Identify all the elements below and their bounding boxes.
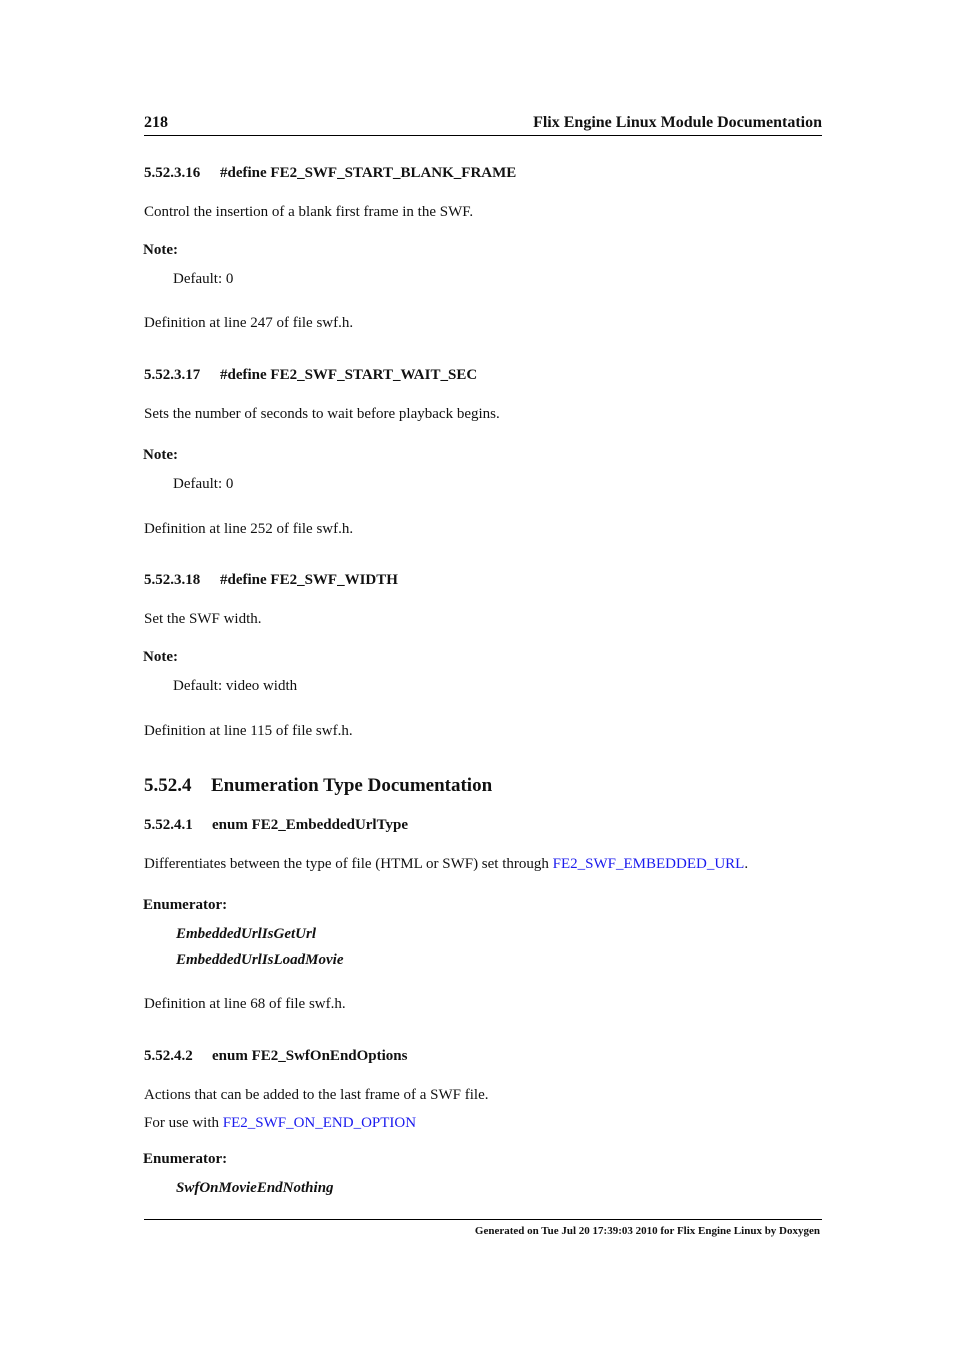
- section-heading-start-blank-frame: [144, 165, 516, 182]
- section-heading-swf-on-end-options: [144, 1048, 407, 1065]
- on-end-option-link[interactable]: FE2_SWF_ON_END_OPTION: [222, 1115, 417, 1131]
- section-number: 5.52.3.18: [144, 572, 201, 588]
- section-description: Control the insertion of a blank first frame in the SWF.: [144, 204, 474, 220]
- section-title: enum FE2_EmbeddedUrlType: [212, 817, 408, 833]
- footer-text: Generated on Tue Jul 20 17:39:03 2010 for Flix Engine Linux by Doxygen: [474, 1225, 820, 1237]
- description-text: Differentiates between the type of file (HTML or SWF) set through: [144, 856, 553, 872]
- enumerator-label: Enumerator:: [143, 1151, 228, 1167]
- note-label: Note:: [143, 649, 178, 665]
- section-number: 5.52.4.2: [144, 1048, 193, 1064]
- note-text: Default: 0: [173, 476, 234, 492]
- section-description: [144, 856, 748, 873]
- section-number: 5.52.3.16: [144, 165, 201, 181]
- embedded-url-link[interactable]: FE2_SWF_EMBEDDED_URL: [552, 856, 745, 872]
- note-text: Default: video width: [173, 678, 298, 694]
- usage-line: [144, 1115, 416, 1132]
- definition-line: Definition at line 252 of file swf.h.: [144, 521, 354, 537]
- description-suffix: .: [744, 856, 749, 872]
- enumerator-label: Enumerator:: [143, 897, 228, 913]
- enumerator-item: EmbeddedUrlIsGetUrl: [176, 926, 316, 942]
- section-title: enum FE2_SwfOnEndOptions: [212, 1048, 408, 1064]
- usage-text: For use with: [144, 1115, 223, 1131]
- running-header-title: Flix Engine Linux Module Documentation: [533, 114, 822, 131]
- section-number: 5.52.4.1: [144, 817, 193, 833]
- footer-rule: [144, 1219, 822, 1220]
- section-title: Enumeration Type Documentation: [211, 775, 493, 796]
- section-number: 5.52.3.17: [144, 367, 201, 383]
- definition-line: Definition at line 247 of file swf.h.: [144, 315, 354, 331]
- subsection-heading-enumeration: [144, 775, 492, 797]
- section-title: #define FE2_SWF_START_BLANK_FRAME: [220, 165, 517, 181]
- note-label: Note:: [143, 242, 178, 258]
- definition-line: Definition at line 68 of file swf.h.: [144, 996, 346, 1012]
- header-rule: [144, 135, 822, 136]
- section-number: 5.52.4: [144, 775, 192, 796]
- note-label: Note:: [143, 447, 178, 463]
- section-description: Sets the number of seconds to wait before playback begins.: [144, 406, 500, 422]
- section-title: #define FE2_SWF_WIDTH: [220, 572, 398, 588]
- page-number: 218: [144, 114, 168, 131]
- section-heading-start-wait-sec: [144, 367, 477, 384]
- note-text: Default: 0: [173, 271, 234, 287]
- section-description: Set the SWF width.: [144, 611, 262, 627]
- section-heading-embedded-url-type: [144, 817, 408, 834]
- enumerator-item: SwfOnMovieEndNothing: [176, 1180, 334, 1196]
- section-title: #define FE2_SWF_START_WAIT_SEC: [220, 367, 478, 383]
- enumerator-item: EmbeddedUrlIsLoadMovie: [176, 952, 344, 968]
- section-description: Actions that can be added to the last frame of a SWF file.: [144, 1087, 489, 1103]
- section-heading-swf-width: [144, 572, 398, 589]
- definition-line: Definition at line 115 of file swf.h.: [144, 723, 353, 739]
